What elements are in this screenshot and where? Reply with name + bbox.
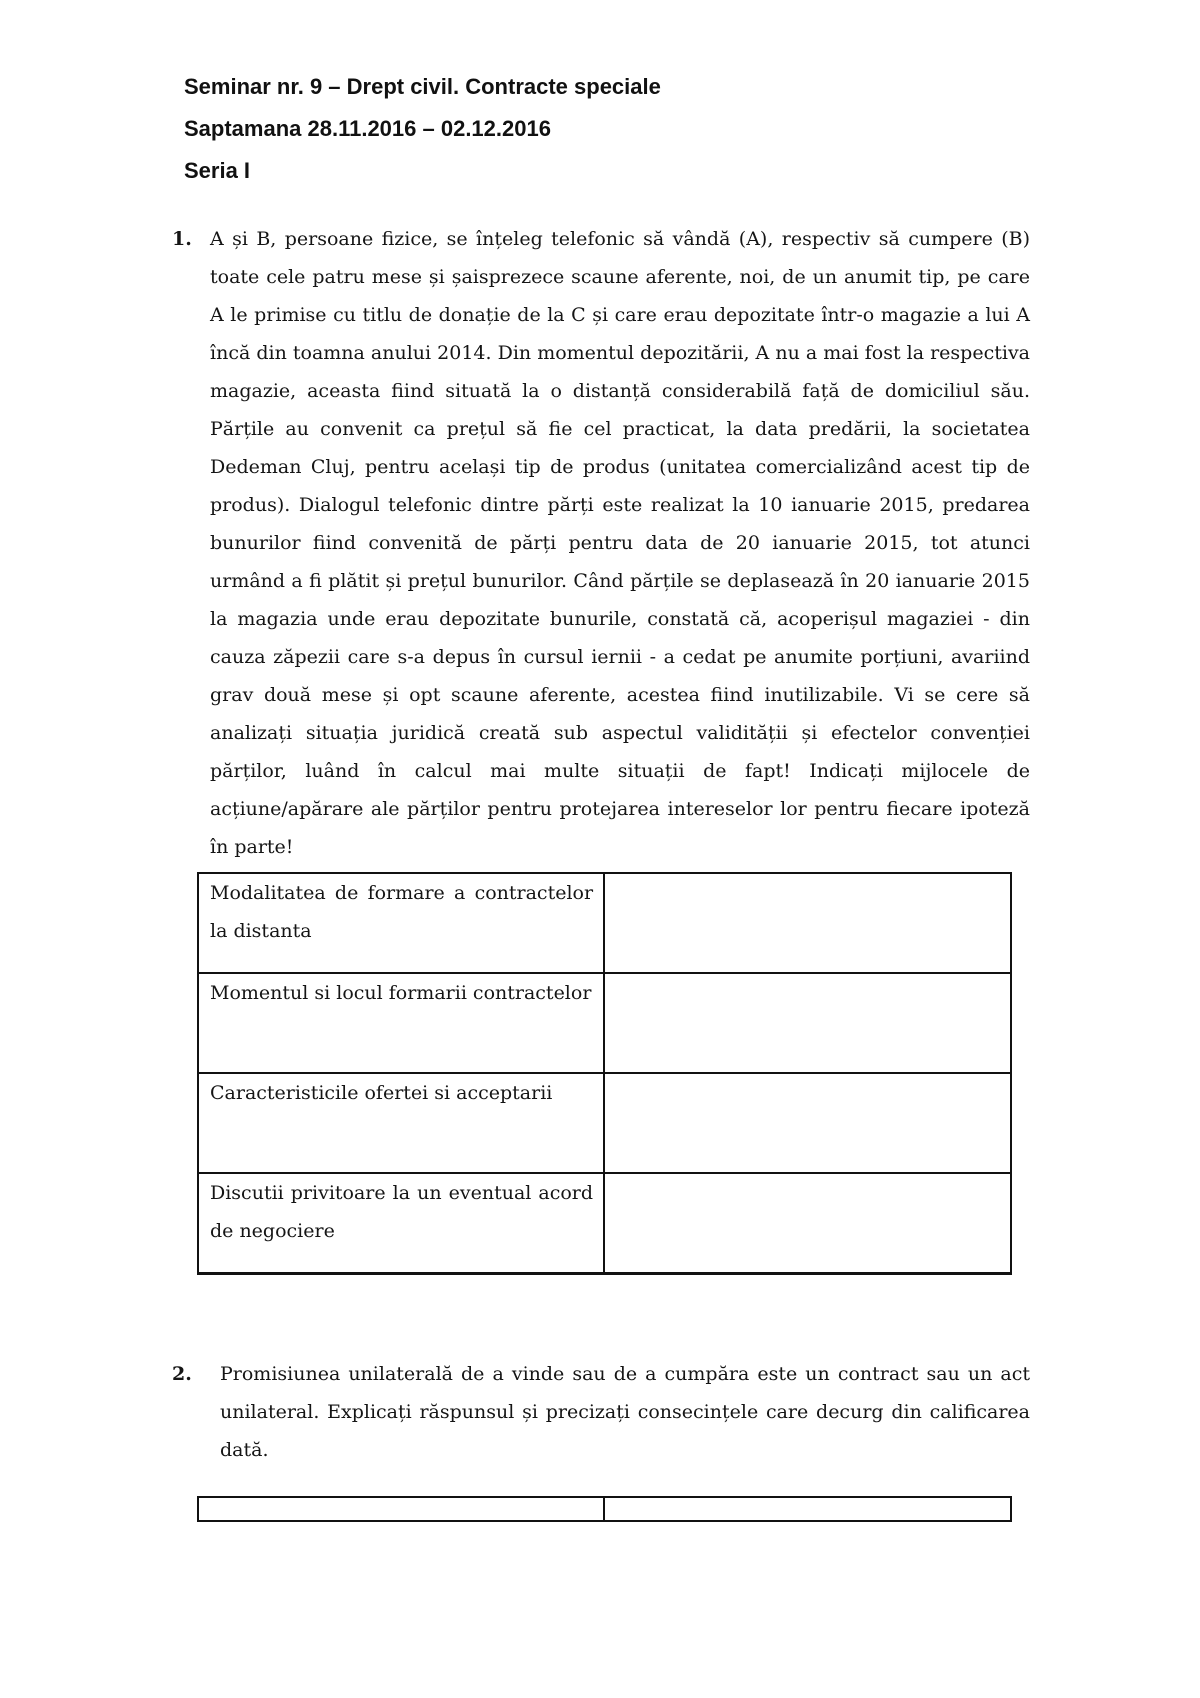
question-text: Promisiunea unilaterală de a vinde sau de a cumpăra este un contract sau un act unilateral. Explicați răspunsul și precizați consecințele care decurg din calificarea dată. <box>220 1363 1030 1461</box>
answer-cell <box>604 1497 1011 1521</box>
table-row <box>198 1073 1011 1173</box>
answer-cell <box>604 1173 1011 1274</box>
row-label: Momentul si locul formarii contractelor <box>198 973 604 1073</box>
row-label: Caracteristicile ofertei si acceptarii <box>198 1073 604 1173</box>
question-number: 2. <box>172 1363 192 1385</box>
table-row <box>198 873 1011 973</box>
answer-cell <box>198 1497 604 1521</box>
answer-cell <box>604 1073 1011 1173</box>
answer-cell <box>604 973 1011 1073</box>
row-label: Discutii privitoare la un eventual acord de negociere <box>198 1173 604 1274</box>
question-text: A și B, persoane fizice, se înțeleg telefonic să vândă (A), respectiv să cumpere (B) toate cele patru mese și șaisprezece scaune aferente, noi, de un anumit tip, pe care A le primise cu titlu de donație de la C și care erau depozitate într-o magazie a lui A încă din toamna anului 2014. Din momentul depozitării, A nu a mai fost la respectiva magazie, aceasta fiind situată la o distanță considerabilă față de domiciliul său. Părțile au convenit ca prețul să fie cel practicat, la data predării, la societatea Dedeman Cluj, pentru același tip de produs (unitatea comercializând acest tip de produs). Dialogul telefonic dintre părți este realizat la 10 ianuarie 2015, predarea bunurilor fiind convenită de părți pentru data de 20 ianuarie 2015, tot atunci urmând a fi plătit și prețul bunurilor. Când părțile se deplasează în 20 ianuarie 2015 la magazia unde erau depozitate bunurile, constată că, acoperișul magaziei - din cauza zăpezii care s-a depus în cursul iernii - a cedat pe anumite porțiuni, avariind grav două mese și opt scaune aferente, acestea fiind inutilizabile. Vi se cere să analizați situația juridică creată sub aspectul validității și efectelor convenției părților, luând în calcul mai multe situații de fapt! Indicați mijlocele de acțiune/apărare ale părților pentru protejarea intereselor lor pentru fiecare ipoteză în parte! <box>210 228 1030 858</box>
table-row <box>198 973 1011 1073</box>
table-row <box>198 1497 1011 1521</box>
week-line: Saptamana 28.11.2016 – 02.12.2016 <box>184 116 551 141</box>
answer-table-1 <box>197 872 1012 1275</box>
series-line: Seria I <box>184 158 251 183</box>
question-number: 1. <box>172 228 192 250</box>
answer-cell <box>604 873 1011 973</box>
table-row <box>198 1173 1011 1274</box>
answer-table-2 <box>197 1496 1012 1522</box>
document-header <box>184 66 661 192</box>
question-1 <box>172 220 1030 866</box>
question-2 <box>172 1355 1030 1469</box>
seminar-title: Seminar nr. 9 – Drept civil. Contracte speciale <box>184 74 661 99</box>
row-label: Modalitatea de formare a contractelor la distanta <box>198 873 604 973</box>
